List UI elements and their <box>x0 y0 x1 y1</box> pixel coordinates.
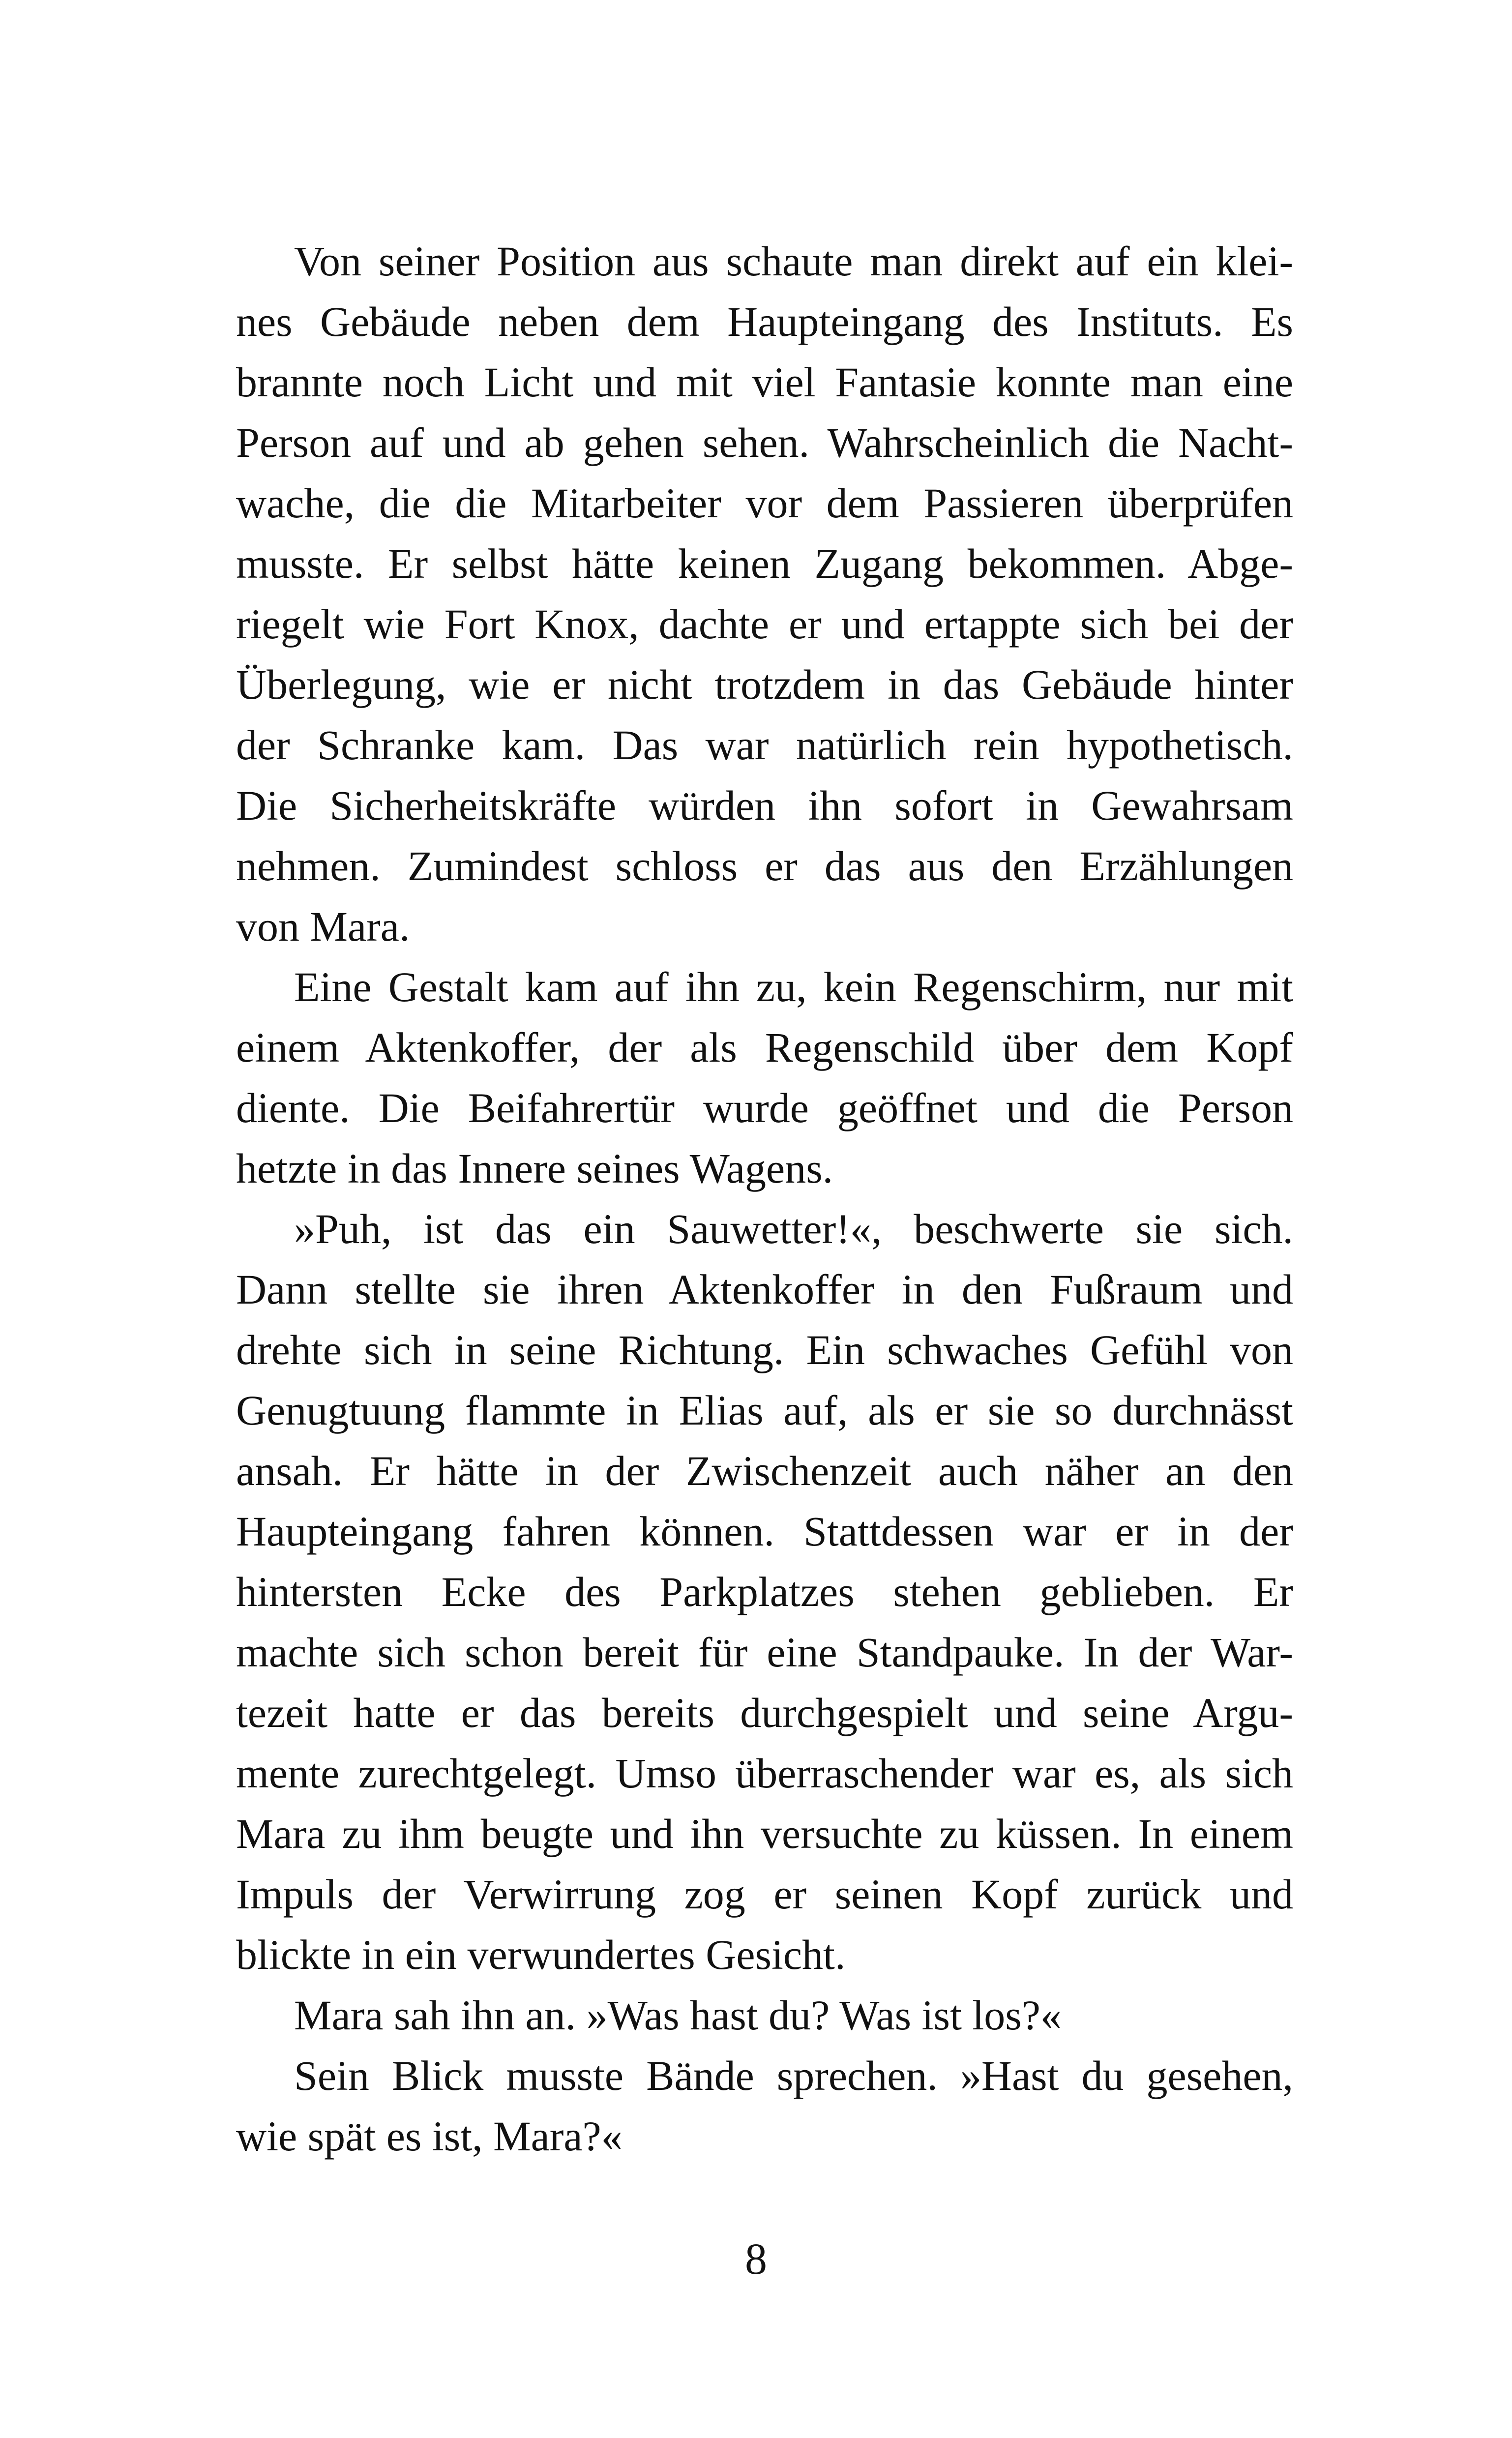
text-line: Von seiner Position aus schaute man direkt auf ein klei- <box>294 238 1293 285</box>
text-line: von Mara. <box>236 903 410 950</box>
text-line: wache, die die Mitarbeiter vor dem Passieren überprüfen <box>236 479 1293 527</box>
text-line: nehmen. Zumindest schloss er das aus den Erzählungen <box>236 842 1293 890</box>
text-line: Haupteingang fahren können. Stattdessen war er in der <box>236 1508 1293 1555</box>
text-line: wie spät es ist, Mara?« <box>236 2112 623 2160</box>
text-line: der Schranke kam. Das war natürlich rein hypothetisch. <box>236 721 1293 769</box>
text-line: Mara zu ihm beugte und ihn versuchte zu küssen. In einem <box>236 1810 1293 1857</box>
text-line: mente zurechtgelegt. Umso überraschender war es, als sich <box>236 1750 1293 1797</box>
text-line: hintersten Ecke des Parkplatzes stehen geblieben. Er <box>236 1568 1293 1615</box>
text-line: blickte in ein verwundertes Gesicht. <box>236 1931 846 1978</box>
text-line: Sein Blick musste Bände sprechen. »Hast du gesehen, <box>294 2052 1293 2099</box>
text-line: machte sich schon bereit für eine Standpauke. In der War- <box>236 1629 1293 1676</box>
text-line: Genugtuung flammte in Elias auf, als er sie so durchnässt <box>236 1387 1293 1434</box>
text-line: Dann stellte sie ihren Aktenkoffer in den Fußraum und <box>236 1266 1293 1313</box>
text-line: nes Gebäude neben dem Haupteingang des Instituts. Es <box>236 298 1293 345</box>
text-line: »Puh, ist das ein Sauwetter!«, beschwerte sie sich. <box>294 1205 1293 1252</box>
text-line: riegelt wie Fort Knox, dachte er und ertappte sich bei der <box>236 600 1293 648</box>
text-line: Die Sicherheitskräfte würden ihn sofort in Gewahrsam <box>236 782 1293 829</box>
text-line: einem Aktenkoffer, der als Regenschild über dem Kopf <box>236 1024 1293 1071</box>
text-line: Überlegung, wie er nicht trotzdem in das Gebäude hinter <box>236 661 1293 708</box>
text-line: drehte sich in seine Richtung. Ein schwaches Gefühl von <box>236 1326 1293 1373</box>
book-page-text <box>236 231 1293 2167</box>
text-line: diente. Die Beifahrertür wurde geöffnet und die Person <box>236 1084 1293 1131</box>
text-line: Person auf und ab gehen sehen. Wahrscheinlich die Nacht- <box>236 419 1293 466</box>
text-line: musste. Er selbst hätte keinen Zugang bekommen. Abge- <box>236 540 1293 587</box>
text-line: tezeit hatte er das bereits durchgespielt und seine Argu- <box>236 1689 1293 1736</box>
text-line: ansah. Er hätte in der Zwischenzeit auch näher an den <box>236 1447 1293 1494</box>
page-number: 8 <box>745 2235 767 2284</box>
text-line: Mara sah ihn an. »Was hast du? Was ist los?« <box>294 1992 1062 2039</box>
text-line: Eine Gestalt kam auf ihn zu, kein Regenschirm, nur mit <box>294 963 1293 1011</box>
text-line: brannte noch Licht und mit viel Fantasie konnte man eine <box>236 358 1293 406</box>
text-line: Impuls der Verwirrung zog er seinen Kopf zurück und <box>236 1871 1293 1918</box>
text-line: hetzte in das Innere seines Wagens. <box>236 1145 833 1192</box>
